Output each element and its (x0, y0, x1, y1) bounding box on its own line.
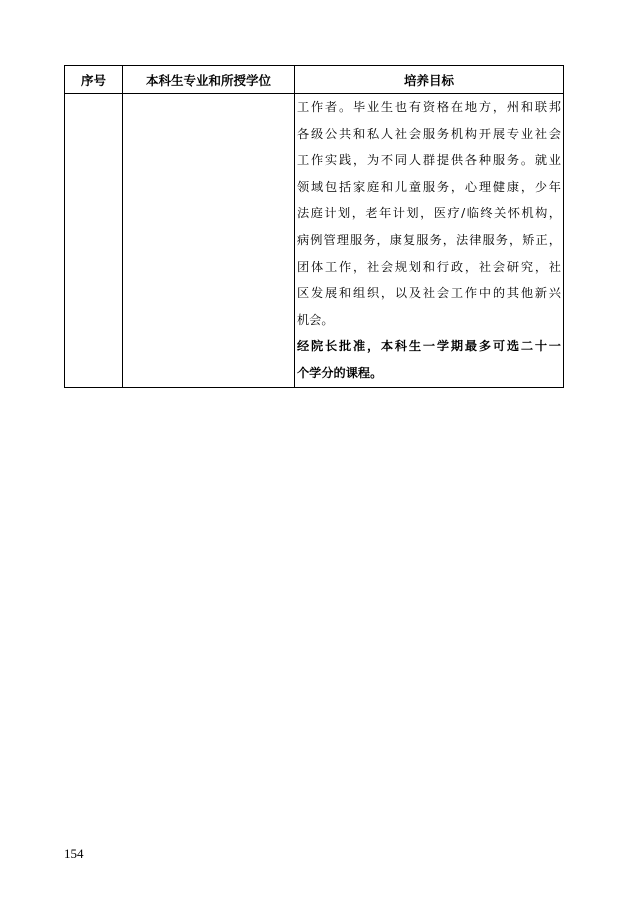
goal-line: 区发展和组织，以及社会工作中的其他新兴 (297, 286, 561, 301)
table-row (65, 94, 564, 388)
goal-bold-line: 经院长批准，本科生一学期最多可选二十一 (297, 339, 561, 354)
cell-number (65, 94, 123, 388)
table-header-row (65, 66, 564, 94)
cell-major-degree (123, 94, 295, 388)
cell-goal (295, 94, 564, 388)
degree-table (64, 65, 564, 388)
header-number: 序号 (65, 66, 123, 94)
goal-line: 机会。 (297, 312, 334, 327)
goal-paragraph (297, 94, 561, 333)
goal-line: 病例管理服务，康复服务，法律服务，矫正， (297, 232, 561, 247)
header-major-degree: 本科生专业和所授学位 (123, 66, 295, 94)
goal-line: 法庭计划，老年计划，医疗/临终关怀机构， (297, 206, 561, 221)
goal-bold-note (297, 333, 561, 386)
goal-line: 工作实践，为不同人群提供各种服务。就业 (297, 153, 561, 168)
goal-line: 领域包括家庭和儿童服务，心理健康，少年 (297, 179, 561, 194)
goal-line: 工作者。毕业生也有资格在地方，州和联邦 (297, 100, 561, 114)
goal-line: 团体工作，社会规划和行政，社会研究，社 (297, 259, 561, 274)
header-goal: 培养目标 (295, 66, 564, 94)
goal-bold-line: 个学分的课程。 (297, 365, 383, 380)
page-number: 154 (64, 846, 84, 861)
goal-line: 各级公共和私人社会服务机构开展专业社会 (297, 126, 561, 141)
